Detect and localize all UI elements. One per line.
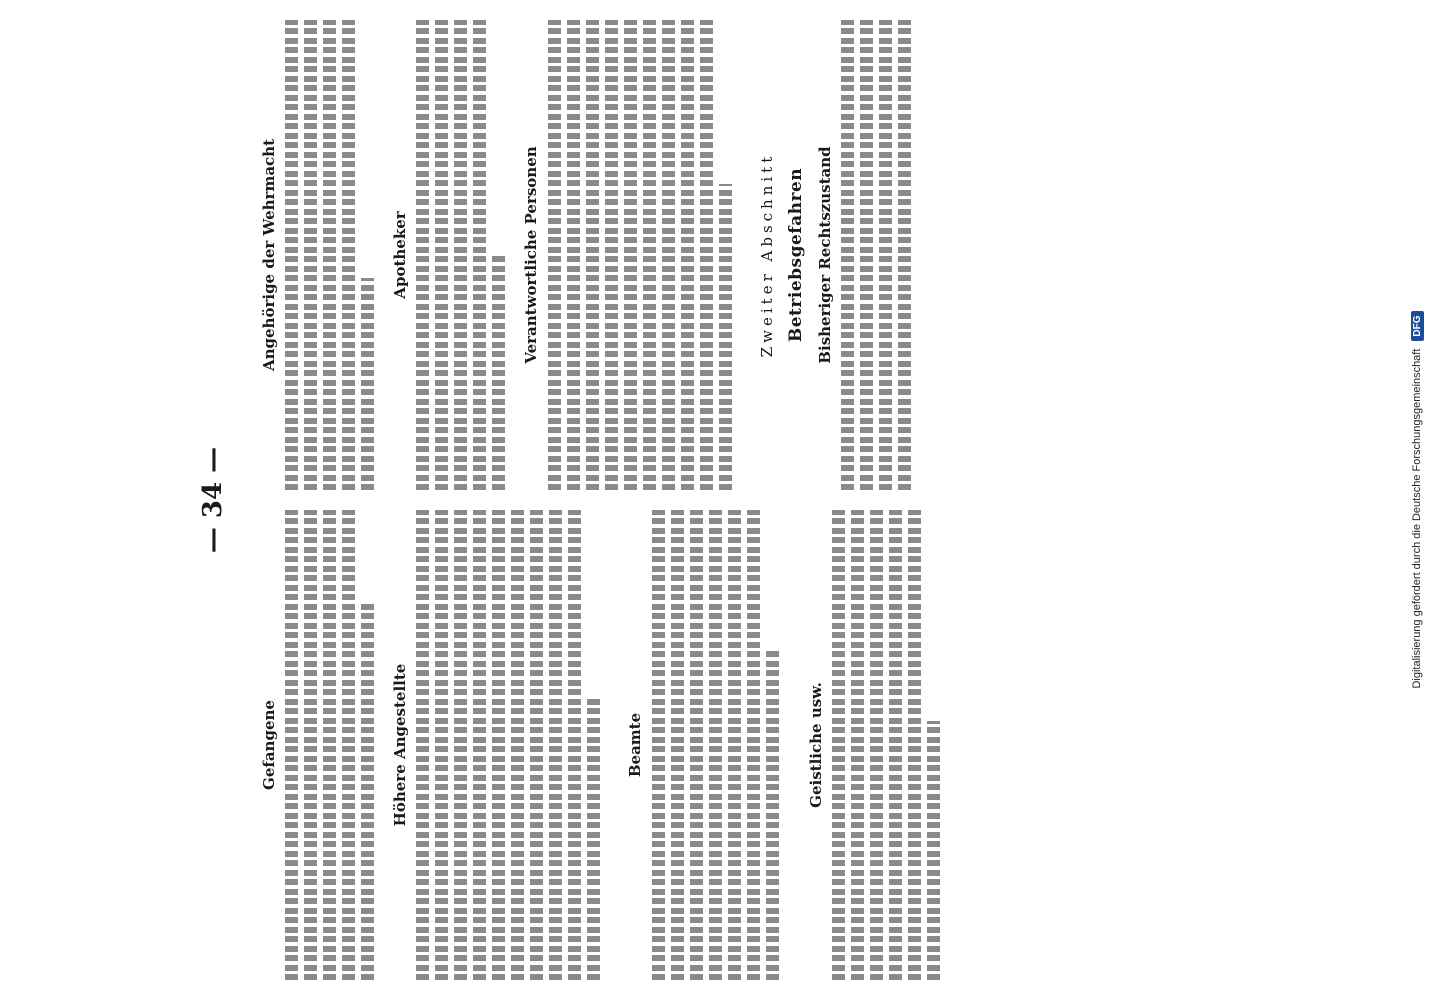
- chapter-title: Betriebsgefahren: [785, 167, 806, 343]
- funding-note: [1402, 0, 1432, 1000]
- section-heading: Beamte: [626, 712, 645, 778]
- section-heading: Höhere Angestellte: [391, 663, 410, 827]
- subsection-heading: Bisheriger Rechtszustand: [816, 146, 835, 364]
- document-page: [150, 0, 1310, 1000]
- chapter-label: Zweiter Abschnitt: [757, 152, 776, 358]
- right-column: [250, 20, 937, 490]
- section-body: [548, 20, 748, 490]
- left-column: [250, 510, 977, 980]
- section-body: [416, 20, 512, 490]
- section-body: [841, 20, 937, 490]
- section-heading: Gefangene: [260, 700, 278, 790]
- section-body: [416, 510, 616, 980]
- page-number: — 34 —: [198, 446, 228, 554]
- section-body: [285, 510, 381, 980]
- section-heading: Apotheker: [391, 211, 410, 299]
- dfg-logo-icon: DFG: [1411, 311, 1424, 340]
- section-body: [285, 20, 381, 490]
- section-heading: Geistliche usw.: [806, 682, 825, 808]
- section-heading: Verantwortliche Personen: [522, 146, 541, 364]
- section-body: [652, 510, 797, 980]
- section-heading: Angehörige der Wehrmacht: [260, 138, 278, 372]
- section-body: [832, 510, 977, 980]
- funding-text: Digitalisierung gefördert durch die Deutsche Forschungsgemeinschaft: [1411, 348, 1423, 689]
